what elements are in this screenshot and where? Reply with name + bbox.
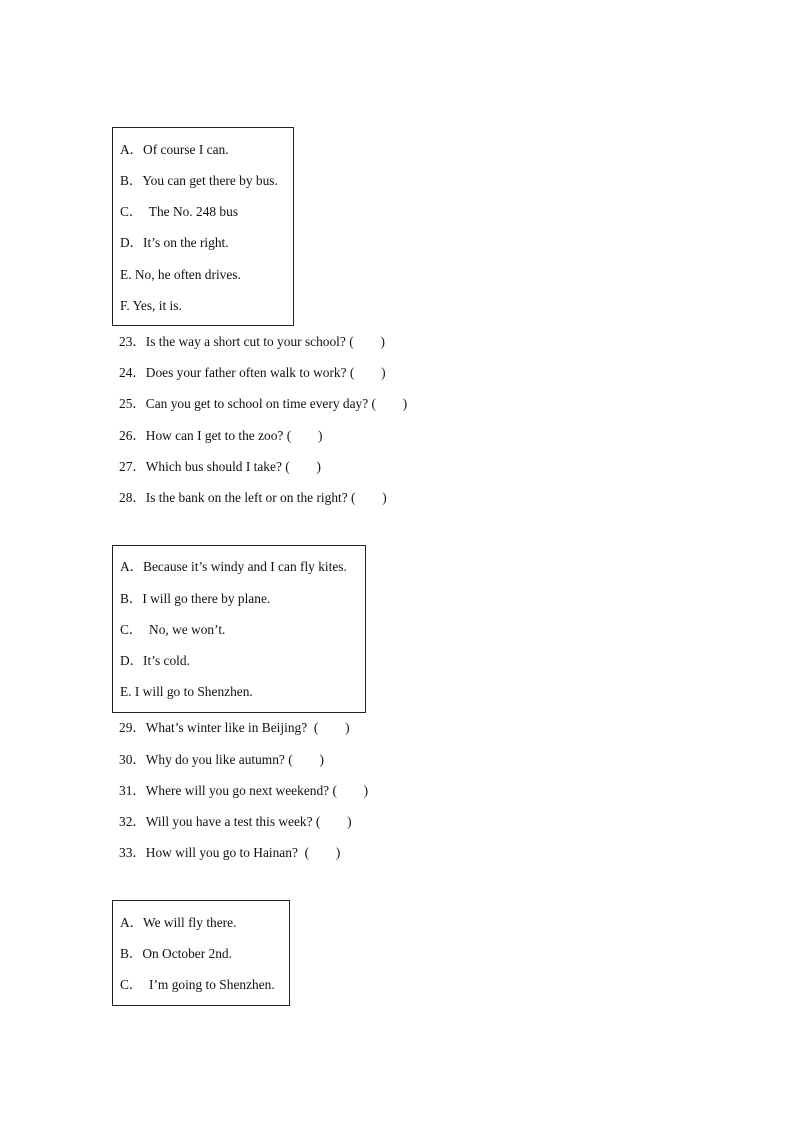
question-33: 33．How will you go to Hainan? ( ) <box>119 845 341 860</box>
options-box-2 <box>112 545 366 713</box>
option-c: C． The No. 248 bus <box>120 204 239 219</box>
option-c: C． No, we won’t. <box>120 622 226 637</box>
option-b: B．I will go there by plane. <box>120 591 271 606</box>
option-d: D．It’s on the right. <box>120 235 229 250</box>
question-27: 27．Which bus should I take? ( ) <box>119 459 321 474</box>
question-23: 23．Is the way a short cut to your school? ( ) <box>119 334 385 349</box>
option-e: E. I will go to Shenzhen. <box>120 684 253 699</box>
option-a: A．Of course I can. <box>120 142 229 157</box>
question-29: 29．What’s winter like in Beijing? ( ) <box>119 720 350 735</box>
option-f: F. Yes, it is. <box>120 298 182 313</box>
option-d: D．It’s cold. <box>120 653 190 668</box>
question-26: 26．How can I get to the zoo? ( ) <box>119 428 323 443</box>
options-box-1 <box>112 127 294 326</box>
options-box-3 <box>112 900 290 1006</box>
option-a: A．We will fly there. <box>120 915 237 930</box>
question-24: 24．Does your father often walk to work? ( ) <box>119 365 386 380</box>
question-32: 32．Will you have a test this week? ( ) <box>119 814 352 829</box>
question-28: 28．Is the bank on the left or on the right? ( ) <box>119 490 387 505</box>
option-a: A．Because it’s windy and I can fly kites. <box>120 559 347 574</box>
option-b: B．You can get there by bus. <box>120 173 278 188</box>
option-e: E. No, he often drives. <box>120 267 241 282</box>
question-30: 30．Why do you like autumn? ( ) <box>119 752 324 767</box>
option-c: C． I’m going to Shenzhen. <box>120 977 275 992</box>
question-25: 25．Can you get to school on time every day? ( ) <box>119 396 408 411</box>
option-b: B．On October 2nd. <box>120 946 232 961</box>
question-31: 31．Where will you go next weekend? ( ) <box>119 783 369 798</box>
